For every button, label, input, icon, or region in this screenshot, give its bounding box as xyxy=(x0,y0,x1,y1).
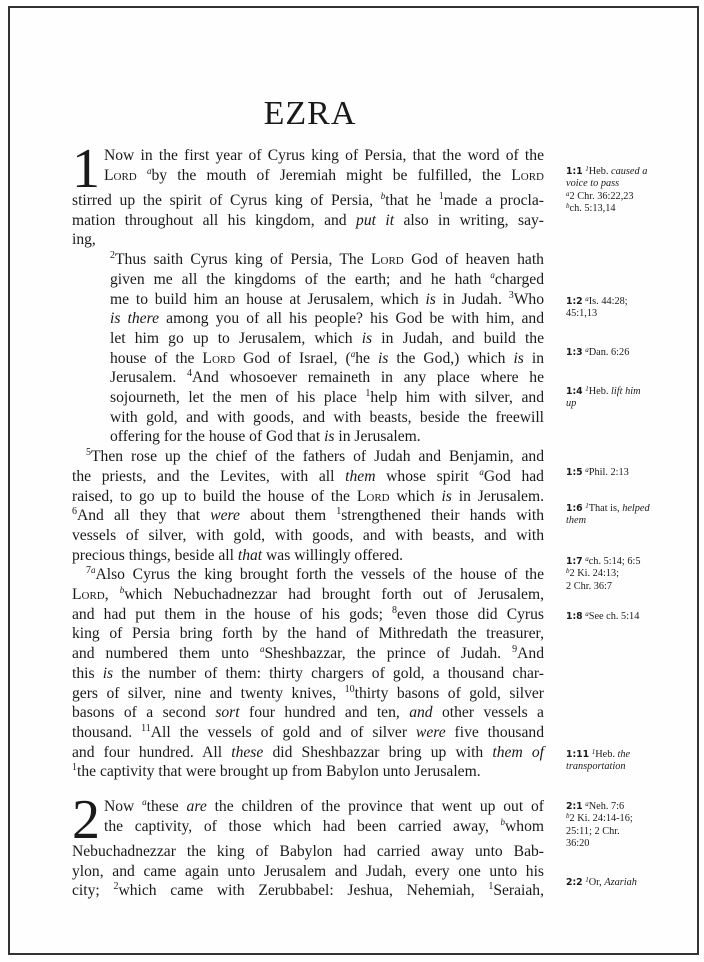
verse-4-line: Jerusalem. $^4$And whosoever remaineth in any place where he xyxy=(110,368,545,387)
verse-5-line: $^5$Then rose up the chief of the fathers of Judah and Benjamin, and xyxy=(86,447,544,466)
note-2-1: 2:1 $^a$Neh. 7:6 $^b$2 Ki. 24:14-16; 25:11; 2 Chr. 36:20 xyxy=(566,800,633,850)
verse-8-line: king of Persia bring forth by the hand of Mithredath the treasurer, xyxy=(72,625,544,643)
verse-4-line: offering for the house of God that is in Jerusalem. xyxy=(110,428,421,446)
note-2-2: 2:2 $^1$Or, Azariah xyxy=(566,876,637,888)
chapter-2-number: 2 xyxy=(72,789,100,851)
chapter-1-number: 1 xyxy=(72,138,100,200)
verse-2-line: city; $^2$which came with Zerubbabel: Jeshua, Nehemiah, $^1$Seraiah, xyxy=(72,881,544,900)
verse-3-line: house of the Lord God of Israel, ($^a$he is the God,) which is in xyxy=(110,348,544,367)
verse-11-line: thousand. $^{11}$All the vessels of gold and of silver were five thousand xyxy=(72,722,544,741)
verse-1-line: ing, xyxy=(72,231,96,249)
note-1-3: 1:3 $^a$Dan. 6:26 xyxy=(566,346,630,358)
verse-7-line: $^{7a}$Also Cyrus the king brought forth the vessels of the house of the xyxy=(86,565,544,584)
verse-9-line: this is the number of them: thirty chargers of gold, a thousand char- xyxy=(72,664,544,682)
verse-1-line: ylon, and came again unto Jerusalem and Judah, every one unto his xyxy=(72,862,544,880)
note-1-1: 1:1 $^1$Heb. caused a voice to pass $^a$2 Chr. 36:22,23 $^b$ch. 5:13,14 xyxy=(566,165,648,215)
chapter-2-text xyxy=(72,789,544,901)
verse-2-line: $^2$Thus saith Cyrus king of Persia, The Lord God of heaven hath xyxy=(110,250,544,269)
verse-6-line: $^6$And all they that were about them $^1$strengthened their hands with xyxy=(72,506,544,525)
note-1-5: 1:5 $^a$Phil. 2:13 xyxy=(566,466,629,478)
note-1-2: 1:2 $^a$Is. 44:28; 45:1,13 xyxy=(566,295,628,320)
note-1-8: 1:8 $^a$See ch. 5:14 xyxy=(566,610,640,622)
verse-1-line: stirred up the spirit of Cyrus king of Persia, $^b$that he $^1$made a procla- xyxy=(72,191,544,209)
verse-1-line: mation throughout all his kingdom, and put it also in writing, say- xyxy=(72,211,544,229)
verse-5-line: the priests, and the Levites, with all them whose spirit $^a$God had xyxy=(72,466,544,485)
verse-11-line: and four hundred. All these did Sheshbazzar bring up with them of xyxy=(72,743,545,761)
verse-4-line: sojourneth, let the men of his place $^1$help him with silver, and xyxy=(110,388,544,407)
verse-7-line: and had put them in the house of his gods; $^8$even those did Cyrus xyxy=(72,604,544,623)
verse-8-line: and numbered them unto $^a$Sheshbazzar, the prince of Judah. $^9$And xyxy=(72,644,544,663)
verse-9-line: gers of silver, nine and twenty knives, $^{10}$thirty basons of gold, silver xyxy=(72,683,544,702)
verse-10-line: basons of a second sort four hundred and ten, and other vessels a xyxy=(72,704,544,722)
verse-1-line: Now in the first year of Cyrus king of Persia, that the word of the xyxy=(104,147,544,164)
verse-6-line: vessels of silver, with gold, with goods, and with beasts, and with xyxy=(72,526,544,544)
verse-1-line: Lord $^a$by the mouth of Jeremiah might be fulfilled, the Lord xyxy=(104,165,544,184)
verse-6-line: precious things, beside all that was willingly offered. xyxy=(72,546,404,564)
verse-1-line: Now $^a$these are the children of the province that went up out of xyxy=(104,797,544,815)
verse-2-line: me to build him an house at Jerusalem, which is in Judah. $^3$Who xyxy=(110,289,544,308)
book-title: EZRA xyxy=(263,94,357,132)
note-1-11: 1:11 $^1$Heb. the transportation xyxy=(566,748,631,773)
verse-1-line: the captivity, of those which had been carried away, $^b$whom xyxy=(104,816,544,835)
verse-5-line: raised, to go up to build the house of the Lord which is in Jerusalem. xyxy=(72,487,544,505)
verse-7-line: Lord, $^b$which Nebuchadnezzar had brought forth out of Jerusalem, xyxy=(72,585,545,604)
note-1-4: 1:4 $^1$Heb. lift him up xyxy=(566,385,641,410)
chapter-1-text xyxy=(72,138,545,782)
verse-3-line: let him go up to Jerusalem, which is in Judah, and build the xyxy=(110,329,545,347)
verse-2-line: given me all the kingdoms of the earth; and he hath $^a$charged xyxy=(110,269,544,288)
verse-4-line: with gold, and with goods, and with beasts, beside the freewill xyxy=(110,408,544,426)
verse-3-line: is there among you of all his people? his God be with him, and xyxy=(110,310,544,328)
verse-1-line: Nebuchadnezzar the king of Babylon had carried away unto Bab- xyxy=(72,843,544,860)
note-1-6: 1:6 $^1$That is, helped them xyxy=(566,502,650,527)
verse-11-line: $^1$the captivity that were brought up from Babylon unto Jerusalem. xyxy=(72,762,481,781)
note-1-7: 1:7 $^a$ch. 5:14; 6:5 $^b$2 Ki. 24:13; 2 Chr. 36:7 xyxy=(566,555,641,592)
